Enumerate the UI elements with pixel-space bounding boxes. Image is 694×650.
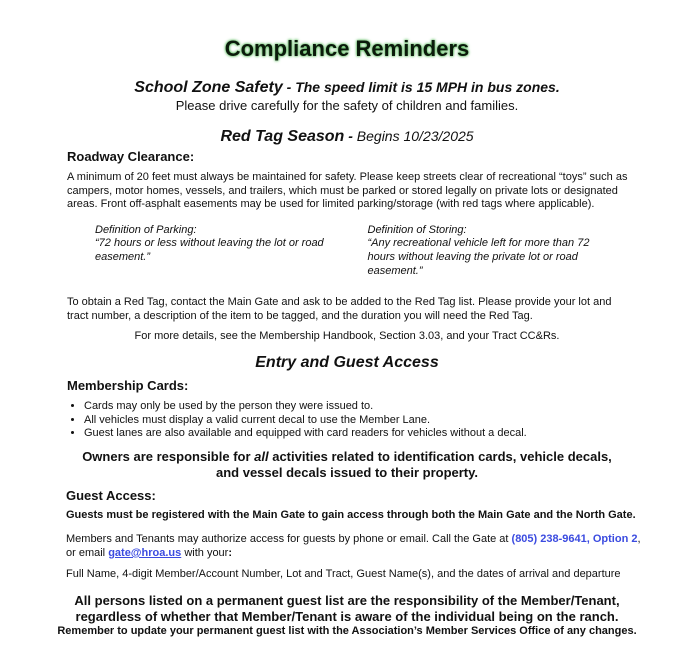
required-info: Full Name, 4-digit Member/Account Number, Lot and Tract, Guest Name(s), and the dates of arrival and departure xyxy=(66,567,621,580)
owners-text: Owners are responsible for xyxy=(82,448,255,464)
storing-text: “Any recreational vehicle left for more than 72 hours without leaving the private lot or road easement.” xyxy=(367,237,590,277)
school-zone-title: School Zone Safety xyxy=(134,79,283,96)
guest-registration-note: Guests must be registered with the Main Gate to gain access through both the Main Gate and the North Gate. xyxy=(66,508,636,521)
separator: - xyxy=(282,79,296,95)
update-reminder: Remember to update your permanent guest list with the Association’s Member Services Office of any changes. xyxy=(57,625,637,638)
school-zone-subtitle: The speed limit is 15 MPH in bus zones. xyxy=(295,79,560,95)
phone-number[interactable]: (805) 238-9641, Option 2 xyxy=(511,533,638,546)
guest-access-heading: Guest Access: xyxy=(66,487,156,503)
definitions xyxy=(95,224,640,278)
guest-authorization xyxy=(66,533,646,560)
membership-cards-heading: Membership Cards: xyxy=(67,377,189,393)
authorization-text: with your xyxy=(181,546,229,559)
colon: : xyxy=(228,546,233,559)
parking-text: “72 hours or less without leaving the lot or road easement.” xyxy=(95,237,324,263)
roadway-paragraph: A minimum of 20 feet must always be maintained for safety. Please keep streets clear of recreational “toys” such as campers, motor homes, vessels, and trailers, which must be parked or stored legally on private lots or designated areas. Front off-asphalt easements may be used for limited parking/storage (with red tags where applicable). xyxy=(67,171,628,211)
owners-text: activities related to identification cards, vehicle decals, and vessel decals issued to their property. xyxy=(215,448,612,480)
details-note: For more details, see the Membership Handbook, Section 3.03, and your Tract CC&Rs. xyxy=(134,330,560,343)
page-title: Compliance Reminders xyxy=(224,36,470,61)
list-item: • Cards may only be used by the person they were issued to. xyxy=(84,400,649,414)
red-tag-date: Begins 10/23/2025 xyxy=(356,128,474,144)
email-link[interactable]: gate@hroa.us xyxy=(108,546,182,559)
parking-definition xyxy=(95,224,368,278)
separator: - xyxy=(344,128,357,144)
authorization-text: Members and Tenants may authorize access for guests by phone or email. Call the Gate at xyxy=(66,533,512,546)
permanent-guest-note: All persons listed on a permanent guest list are the responsibility of the Member/Tenant, regardless of whether that Member/Tenant is aware of the individual being on the ranch. xyxy=(74,593,620,625)
list-item: • Guest lanes are also available and equipped with card readers for vehicles without a decal. xyxy=(84,427,649,441)
list-item: • All vehicles must display a valid current decal to use the Member Lane. xyxy=(84,414,649,428)
red-tag-title: Red Tag Season xyxy=(220,128,345,145)
parking-label: Definition of Parking: xyxy=(95,223,197,236)
red-tag-heading xyxy=(0,126,694,147)
authorization-text: , or email xyxy=(66,533,641,559)
storing-label: Definition of Storing: xyxy=(367,223,467,236)
owners-responsibility xyxy=(77,449,617,481)
membership-cards-list xyxy=(67,400,649,441)
storing-definition xyxy=(368,224,641,278)
entry-heading: Entry and Guest Access xyxy=(255,353,439,371)
owners-emphasis: all xyxy=(254,448,269,464)
roadway-heading: Roadway Clearance: xyxy=(67,149,195,164)
school-zone-note: Please drive carefully for the safety of children and families. xyxy=(175,98,519,113)
school-zone-heading xyxy=(0,77,694,98)
red-tag-instructions: To obtain a Red Tag, contact the Main Gate and ask to be added to the Red Tag list. Please provide your lot and tract number, a description of the item to be tagged, and the duration you will need the Red Tag. xyxy=(67,296,612,322)
